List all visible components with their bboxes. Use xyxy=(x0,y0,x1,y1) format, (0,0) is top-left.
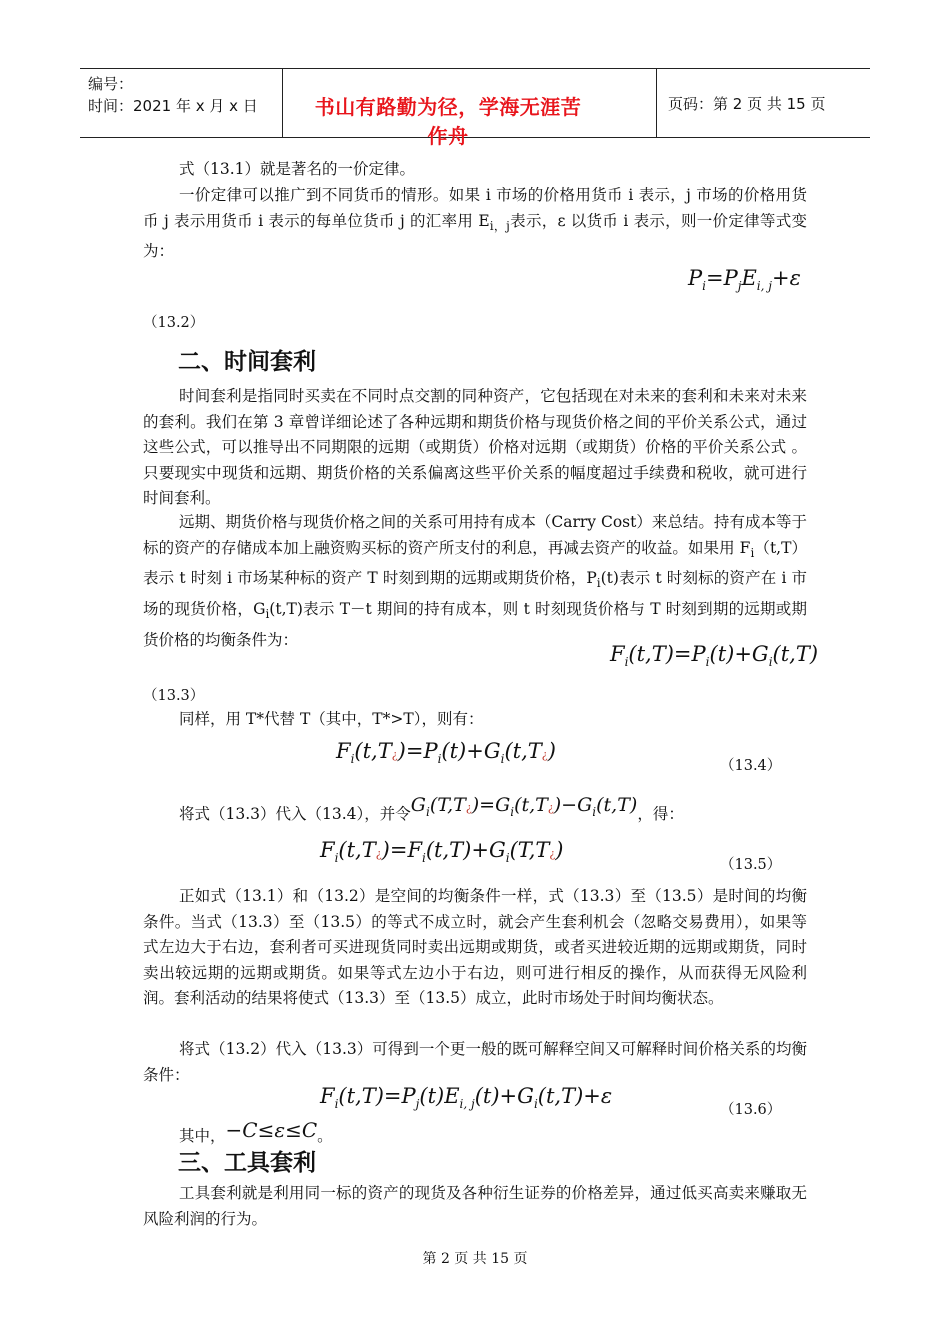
paragraph: 远期、期货价格与现货价格之间的关系可用持有成本（Carry Cost）来总结。持有成本等于标的资产的存储成本加上融资购买标的资产所支付的利息，再减去资产的收益。如果用 $F_i(t,T)$表示 t 时刻 i 市场某种标的资产 T 时刻到期的远期或期货价格，$P_i(t)$表示 t 时刻标的资产在 i 市场的现货价格，$G_i(t,T)$表示 T－t 期间的持有成本，则 t 时刻现货价格与 T 时刻到期的远期或期货价格的均衡条件为： xyxy=(143,513,808,649)
divider xyxy=(656,69,657,137)
divider xyxy=(282,69,283,137)
equation-number: （13.4） xyxy=(720,758,782,774)
page-footer: 第 2 页 共 15 页 xyxy=(422,1251,528,1267)
equation-number: （13.2） xyxy=(143,315,205,331)
paragraph: 将式（13.2）代入（13.3）可得到一个更一般的既可解释空间又可解释时间价格关系的均衡条件： xyxy=(143,1040,807,1084)
equation-13-2: $P_i=P_jE_{i, j}+\varepsilon$ xyxy=(688,266,801,294)
number-label: 编号： xyxy=(88,75,134,93)
paragraph: 式（13.1）就是著名的一价定律。 xyxy=(179,160,416,178)
equation-number: （13.6） xyxy=(720,1102,782,1118)
paragraph: 将式（13.3）代入（13.4），并令$G_i(T,T¿)=G_i(t,T¿)-G_i(t,T)$，得： xyxy=(179,794,684,823)
time-label: 时间：2021 年 x 月 x 日 xyxy=(88,97,258,115)
paragraph: 时间套利是指同时买卖在不同时点交割的同种资产，它包括现在对未来的套利和未来对未来的套利。我们在第 3 章曾详细论述了各种远期和期货价格与现货价格之间的平价关系公式，通过这些公式，可以推导出不同期限的远期（或期货）价格对远期（或期货）价格的平价关系公式 。只要现实中现货和远期、期货价格的关系偏离这些平价关系的幅度超过手续费和税收，就可进行时间套利。 xyxy=(143,387,807,508)
paragraph: 正如式（13.1）和（13.2）是空间的均衡条件一样，式（13.3）至（13.5）是时间的均衡条件。当式（13.3）至（13.5）的等式不成立时，就会产生套利机会（忽略交易费用），如果等式左边大于右边，套利者可买进现货同时卖出远期或期货，或者买进较近期的远期或期货，同时卖出较远期的远期或期货。如果等式左边小于右边，则可进行相反的操作，从而获得无风险利润。套利活动的结果将使式（13.3）至（13.5）成立，此时市场处于时间均衡状态。 xyxy=(143,887,807,1008)
paragraph: 其中，−C≤ε≤C。 xyxy=(179,1118,333,1145)
paragraph: 一价定律可以推广到不同货币的情形。如果 i 市场的价格用货币 i 表示，j 市场的价格用货币 j 表示用货币 i 表示的每单位货币 j 的汇率用 $E_{i,j}$表示，ε 以货币 i 表示，则一价定律等式变为： xyxy=(143,186,808,261)
equation-13-6: $F_i(t,T)=P_j(t)E_{i, j}(t)+G_i(t,T)+\varepsilon$ xyxy=(320,1084,613,1112)
equation-13-4: $F_i(t,T¿)=P_i(t)+G_i(t,T¿)$ xyxy=(336,739,556,767)
header-motto: 书山有路勤为径，学海无涯苦作舟 xyxy=(314,95,582,148)
page-header xyxy=(80,68,870,148)
equation-number: （13.5） xyxy=(720,857,782,873)
equation-13-5: $F_i(t,T¿)=F_i(t,T)+G_i(T,T¿)$ xyxy=(320,838,564,866)
paragraph: 同样，用 T*代替 T（其中，T*>T），则有： xyxy=(179,710,484,728)
section-heading-time-arbitrage: 二、时间套利 xyxy=(178,349,316,375)
header-page-info: 页码：第 2 页 共 15 页 xyxy=(668,95,826,113)
section-heading-tool-arbitrage: 三、工具套利 xyxy=(178,1150,316,1176)
paragraph: 工具套利就是利用同一标的资产的现货及各种衍生证券的价格差异，通过低买高卖来赚取无风险利润的行为。 xyxy=(143,1184,807,1228)
header-meta xyxy=(88,73,258,117)
equation-13-3: $F_i(t,T)=P_i(t)+G_i(t,T)$ xyxy=(610,642,819,670)
equation-number: （13.3） xyxy=(143,688,205,704)
